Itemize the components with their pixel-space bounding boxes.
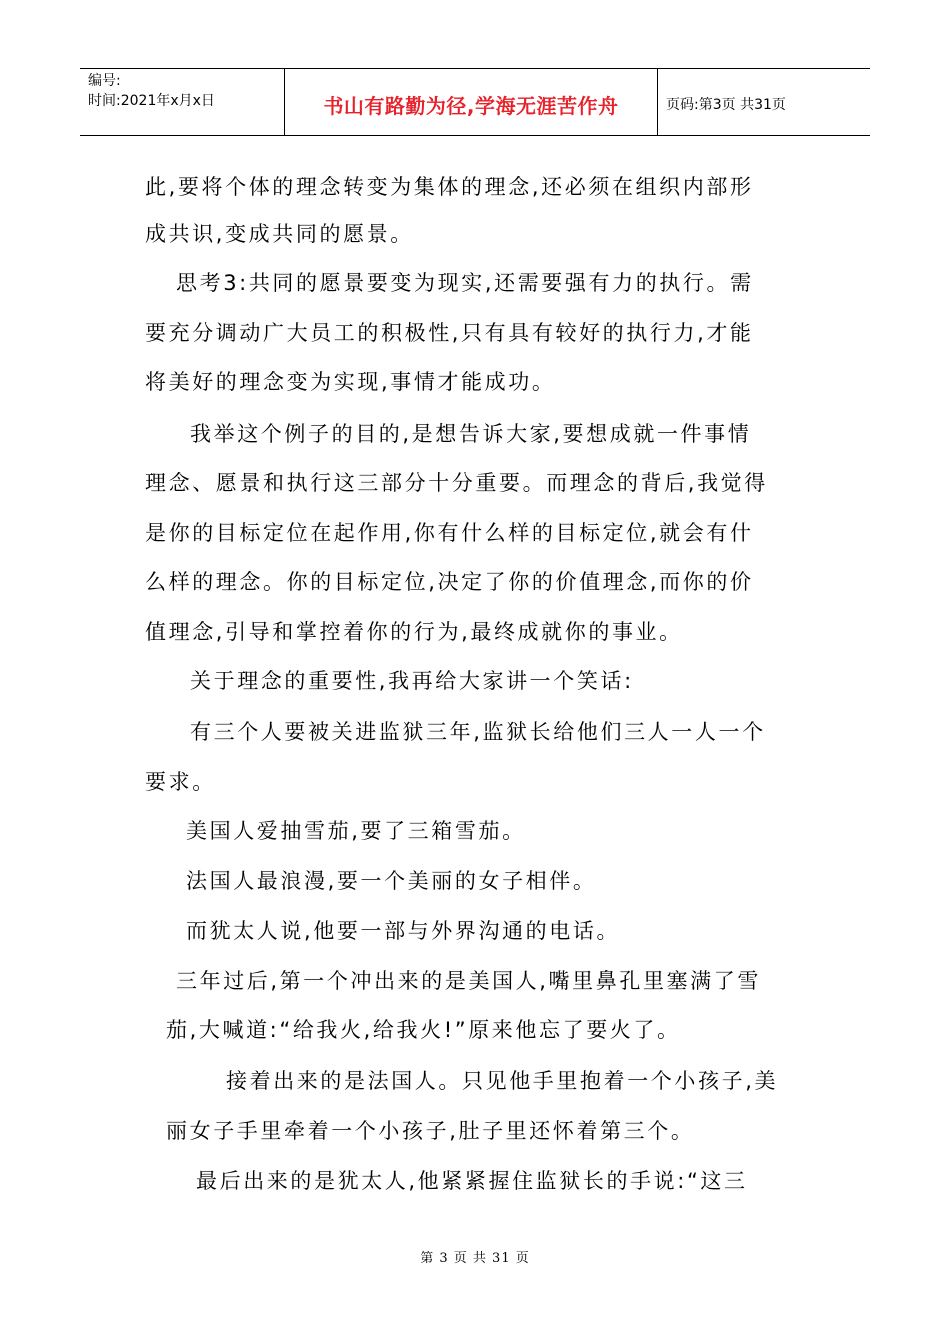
header-page-info-cell [658,69,870,135]
header-motto: 书山有路勤为径,学海无涯苦作舟 [323,93,619,118]
body-line: 是你的目标定位在起作用,你有什么样的目标定位,就会有什 [145,521,754,545]
body-line: 法国人最浪漫,要一个美丽的女子相伴。 [186,869,597,893]
body-line: 值理念,引导和掌控着你的行为,最终成就你的事业。 [145,620,683,644]
body-line: 么样的理念。你的目标定位,决定了你的价值理念,而你的价 [145,570,754,594]
body-line: 有三个人要被关进监狱三年,监狱长给他们三人一人一个 [190,720,766,744]
body-line: 将美好的理念变为实现,事情才能成功。 [145,370,556,394]
body-line: 丽女子手里牵着一个小孩子,肚子里还怀着第三个。 [166,1119,695,1143]
body-line: 茄,大喊道:“给我火,给我火!”原来他忘了要火了。 [166,1018,681,1042]
body-line: 成共识,变成共同的愿景。 [145,222,414,246]
document-number-label: 编号: [88,73,121,89]
page-header [80,68,870,136]
header-meta [80,69,285,135]
body-line: 最后出来的是犹太人,他紧紧握住监狱长的手说:“这三 [196,1169,748,1193]
body-line: 我举这个例子的目的,是想告诉大家,要想成就一件事情 [190,422,752,446]
body-line: 美国人爱抽雪茄,要了三箱雪茄。 [186,819,526,843]
document-time-label: 时间:2021年x月x日 [88,93,215,109]
body-line: 理念、愿景和执行这三部分十分重要。而理念的背后,我觉得 [145,471,768,495]
body-line: 要充分调动广大员工的积极性,只有具有较好的执行力,才能 [145,321,754,345]
body-line: 而犹太人说,他要一部与外界沟通的电话。 [186,919,621,943]
header-page-info: 页码:第3页 共31页 [666,97,786,113]
body-line: 三年过后,第一个冲出来的是美国人,嘴里鼻孔里塞满了雪 [176,969,761,993]
body-line: 此,要将个体的理念转变为集体的理念,还必须在组织内部形 [145,175,754,199]
body-line: 关于理念的重要性,我再给大家讲一个笑话: [190,669,634,693]
body-line: 接着出来的是法国人。只见他手里抱着一个小孩子,美 [226,1069,779,1093]
body-line: 要求。 [145,770,216,794]
page-footer: 第 3 页 共 31 页 [420,1251,530,1266]
body-line: 思考3:共同的愿景要变为现实,还需要强有力的执行。需 [176,271,754,295]
header-motto-cell [285,69,658,135]
